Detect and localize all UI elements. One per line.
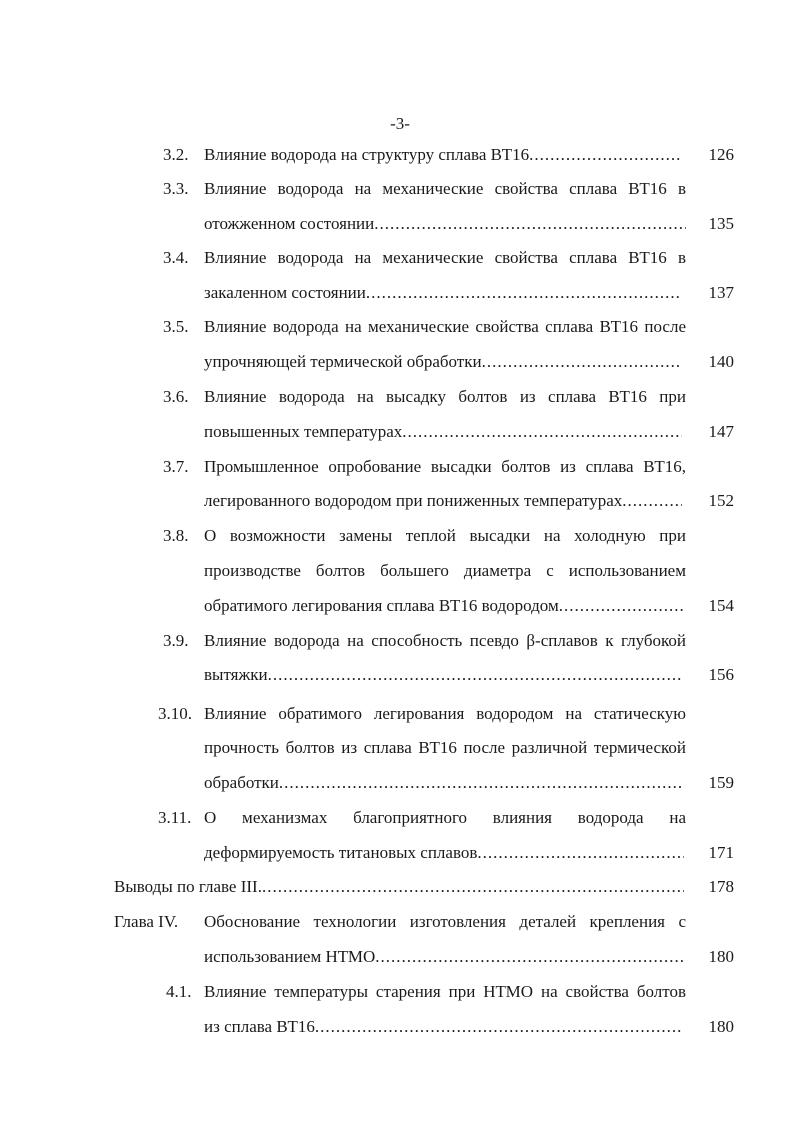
toc-entry-line: Влияние температуры старения при НТМО на свойства болтов [204, 982, 686, 1001]
toc-entry-page: 126 [708, 145, 734, 164]
toc-entry-line: Влияние водорода на способность псевдо β-сплавов к глубокой [204, 631, 686, 650]
toc-entry-page: 159 [708, 773, 734, 792]
toc-entry-line: Обоснование технологии изготовления деталей крепления с [204, 912, 686, 931]
toc-entry-page: 171 [708, 843, 734, 862]
toc-entry-number: 3.8. [163, 526, 189, 545]
toc-entry-line: Выводы по главе III. ..... [114, 877, 684, 897]
leader-dots [559, 596, 684, 616]
toc-entry-page: 154 [708, 596, 734, 615]
toc-entry-line: отожженном состоянии ..... [204, 214, 686, 234]
toc-entry-page: 180 [708, 1017, 734, 1036]
toc-entry-line: обратимого легирования сплава ВТ16 водородом ..... [204, 596, 684, 616]
toc-entry-page: 140 [708, 352, 734, 371]
toc-entry-line: упрочняющей термической обработки ..... [204, 352, 680, 372]
leader-dots [402, 422, 682, 442]
toc-entry-number: 3.4. [163, 248, 189, 267]
toc-entry-number: 3.10. [158, 704, 192, 723]
leader-dots [529, 145, 682, 165]
toc-entry-line: деформируемость титановых сплавов ..... [204, 843, 684, 863]
toc-entry-number: 3.3. [163, 179, 189, 198]
toc-entry-page: 156 [708, 665, 734, 684]
toc-entry-line: обработки ..... [204, 773, 682, 793]
toc-entry-line: О механизмах благоприятного влияния водорода на [204, 808, 686, 827]
toc-entry-number: 3.9. [163, 631, 189, 650]
toc-entry-line: закаленном состоянии ..... [204, 283, 682, 303]
toc-entry-line: использованием НТМО ..... [204, 947, 684, 967]
toc-entry-line: легированного водородом при пониженных температурах ..... [204, 491, 682, 511]
toc-entry-page: 147 [708, 422, 734, 441]
leader-dots [374, 214, 686, 234]
toc-entry-line: повышенных температурах ..... [204, 422, 682, 442]
toc-entry-line: Влияние водорода на механические свойства сплава ВТ16 в [204, 248, 686, 267]
toc-entry-line: Влияние водорода на механические свойства сплава ВТ16 после [204, 317, 686, 336]
toc-entry-line: прочность болтов из сплава ВТ16 после различной термической [204, 738, 686, 757]
leader-dots [477, 843, 684, 863]
toc-entry-line: О возможности замены теплой высадки на холодную при [204, 526, 686, 545]
toc-entry-line: Влияние обратимого легирования водородом на статическую [204, 704, 686, 723]
toc-entry-number: 3.5. [163, 317, 189, 336]
leader-dots [315, 1017, 682, 1037]
toc-entry-number: 4.1. [166, 982, 192, 1001]
toc-entry-line: производстве болтов большего диаметра с использованием [204, 561, 686, 580]
leader-dots [268, 665, 682, 685]
toc-entry-number: 3.6. [163, 387, 189, 406]
toc-entry-line: Влияние водорода на структуру сплава ВТ16 ..... [204, 145, 682, 165]
toc-entry-number: Глава IV. [114, 912, 179, 931]
toc-entry-line: Влияние водорода на механические свойства сплава ВТ16 в [204, 179, 686, 198]
leader-dots [262, 877, 684, 897]
toc-entry-line: Влияние водорода на высадку болтов из сплава ВТ16 при [204, 387, 686, 406]
toc-entry-number: 3.7. [163, 457, 189, 476]
toc-entry-line: Промышленное опробование высадки болтов из сплава ВТ16, [204, 457, 686, 476]
page-number: -3- [390, 114, 410, 133]
toc-entry-page: 152 [708, 491, 734, 510]
toc-entry-page: 178 [708, 877, 734, 896]
leader-dots [279, 773, 682, 793]
toc-entry-line: вытяжки ..... [204, 665, 682, 685]
toc-entry-number: 3.11. [158, 808, 192, 827]
toc-entry-number: 3.2. [163, 145, 189, 164]
toc-entry-line: из сплава ВТ16 ..... [204, 1017, 682, 1037]
leader-dots [375, 947, 684, 967]
leader-dots [622, 491, 682, 511]
leader-dots [482, 352, 680, 372]
leader-dots [366, 283, 682, 303]
toc-entry-page: 137 [708, 283, 734, 302]
toc-entry-page: 180 [708, 947, 734, 966]
toc-entry-page: 135 [708, 214, 734, 233]
